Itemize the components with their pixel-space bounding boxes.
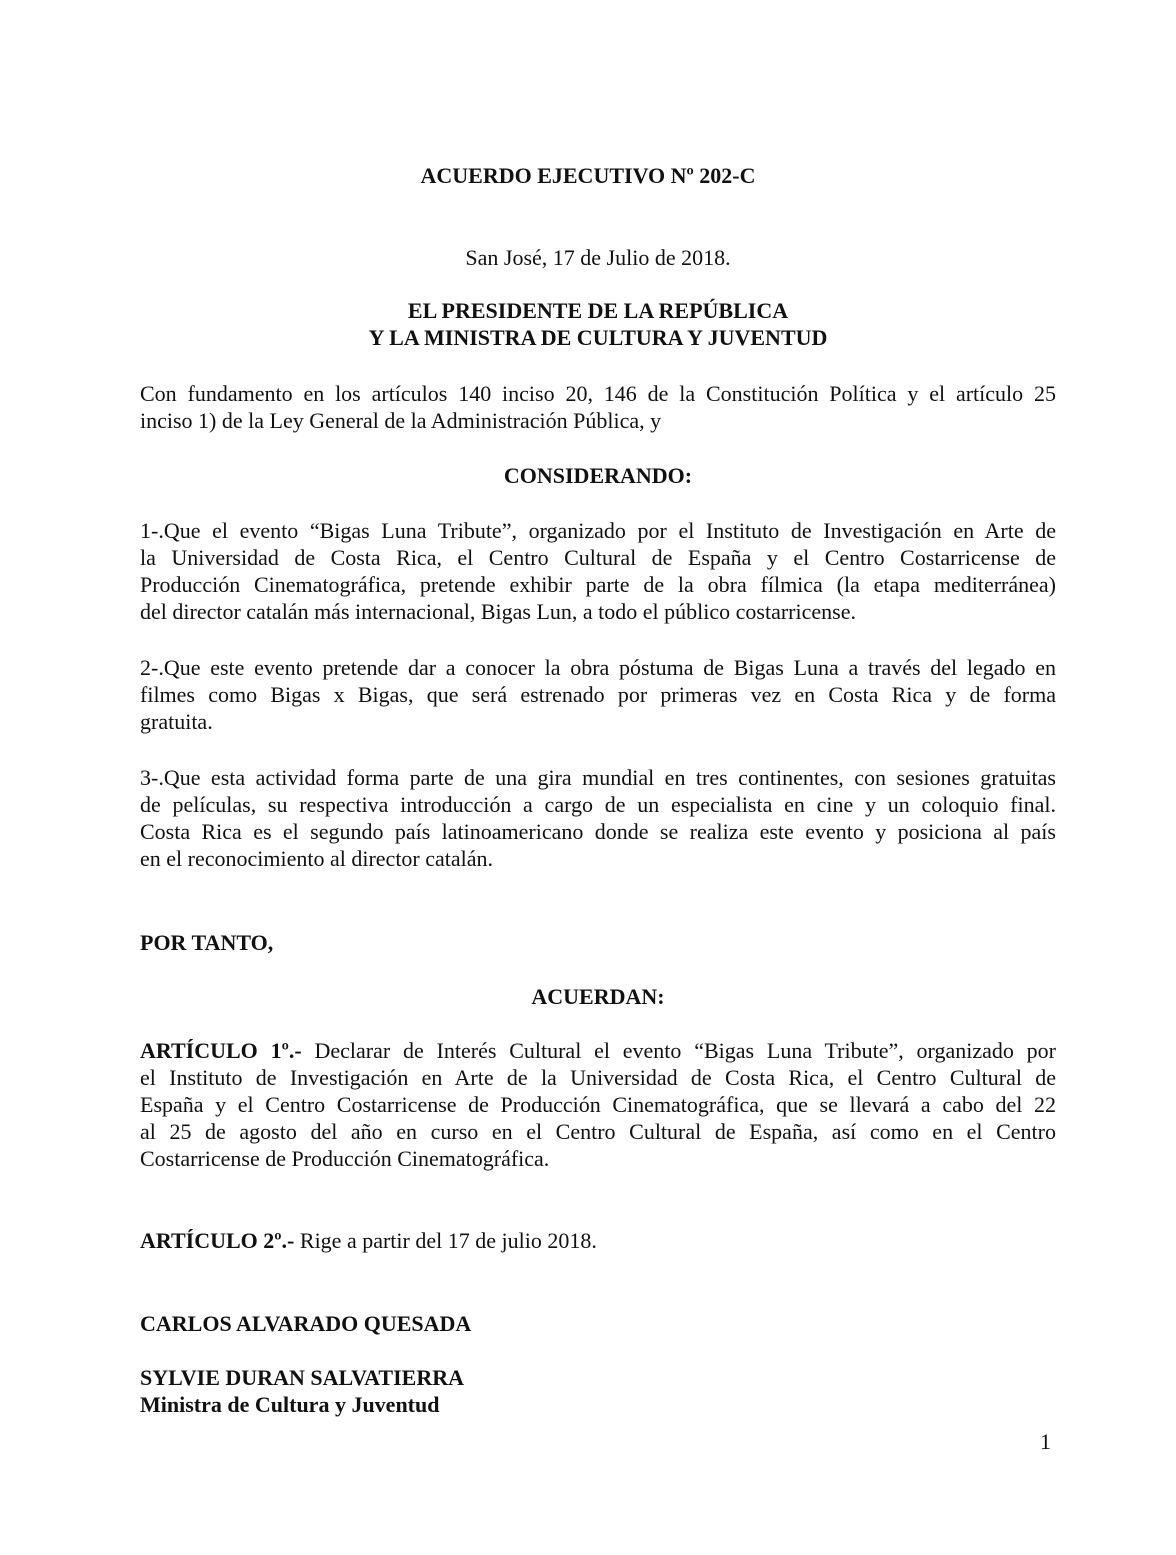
paragraph-line: 3-.Que esta actividad forma parte de una gira mundial en tres continentes, con sesiones gratuitas (140, 765, 1056, 790)
paragraph-line: filmes como Bigas x Bigas, que será estrenado por primeras vez en Costa Rica y de forma (140, 682, 1056, 707)
paragraph-line: del director catalán más internacional, Bigas Lun, a todo el público costarricense. (140, 599, 856, 624)
paragraph-line: España y el Centro Costarricense de Producción Cinematográfica, que se llevará a cabo del 22 (140, 1092, 1056, 1117)
paragraph-line: Producción Cinematográfica, pretende exhibir parte de la obra fílmica (la etapa mediterránea) (140, 572, 1056, 597)
paragraph-line: 2-.Que este evento pretende dar a conocer la obra póstuma de Bigas Luna a través del legado en (140, 655, 1056, 680)
issuing-authority-line-1: EL PRESIDENTE DE LA REPÚBLICA (407, 298, 789, 323)
considerando-item-2 (140, 654, 1056, 735)
considerando-item-3 (140, 764, 1056, 872)
articulo-1 (140, 1037, 1056, 1172)
signatory-name-minister: SYLVIE DURAN SALVATIERRA (140, 1365, 464, 1390)
articulo-2-text: Rige a partir del 17 de julio 2018. (294, 1228, 597, 1253)
paragraph-line: gratuita. (140, 709, 213, 734)
intro-line: inciso 1) de la Ley General de la Administración Pública, y (140, 408, 662, 433)
paragraph-line: la Universidad de Costa Rica, el Centro Cultural de España y el Centro Costarricense de (140, 545, 1056, 570)
paragraph-line: Costa Rica es el segundo país latinoamericano donde se realiza este evento y posiciona al país (140, 819, 1056, 844)
page-number: 1 (1040, 1429, 1051, 1454)
issuing-authority (0, 297, 1176, 351)
signatory-name-president: CARLOS ALVARADO QUESADA (140, 1311, 472, 1336)
considerando-heading: CONSIDERANDO: (503, 463, 693, 488)
articulo-2 (140, 1227, 597, 1254)
document-date: San José, 17 de Julio de 2018. (465, 245, 731, 270)
intro-paragraph (140, 380, 1056, 434)
issuing-authority-line-2: Y LA MINISTRA DE CULTURA Y JUVENTUD (368, 325, 828, 350)
paragraph-line: de películas, su respectiva introducción a cargo de un especialista en cine y un coloquio final. (140, 792, 1056, 817)
articulo-1-label: ARTÍCULO 1º.- (140, 1038, 302, 1063)
paragraph-line: Costarricense de Producción Cinematográfica. (140, 1146, 550, 1171)
paragraph-line: el Instituto de Investigación en Arte de la Universidad de Costa Rica, el Centro Cultural de (140, 1065, 1056, 1090)
document-title: ACUERDO EJECUTIVO Nº 202-C (420, 163, 756, 188)
acuerdan-heading: ACUERDAN: (531, 984, 665, 1009)
paragraph-line: 1-.Que el evento “Bigas Luna Tribute”, organizado por el Instituto de Investigación en Arte de (140, 518, 1056, 543)
por-tanto-heading: POR TANTO, (140, 930, 274, 955)
articulo-2-label: ARTÍCULO 2º.- (140, 1228, 295, 1253)
paragraph-line: en el reconocimiento al director catalán. (140, 846, 494, 871)
intro-line: Con fundamento en los artículos 140 inciso 20, 146 de la Constitución Política y el artículo 25 (140, 381, 1056, 406)
signatory-role-minister: Ministra de Cultura y Juventud (140, 1392, 440, 1417)
considerando-item-1 (140, 517, 1056, 625)
paragraph-line (140, 1037, 1056, 1064)
articulo-1-text: Declarar de Interés Cultural el evento “Bigas Luna Tribute”, organizado por (301, 1038, 1056, 1063)
paragraph-line: al 25 de agosto del año en curso en el Centro Cultural de España, así como en el Centro (140, 1119, 1056, 1144)
